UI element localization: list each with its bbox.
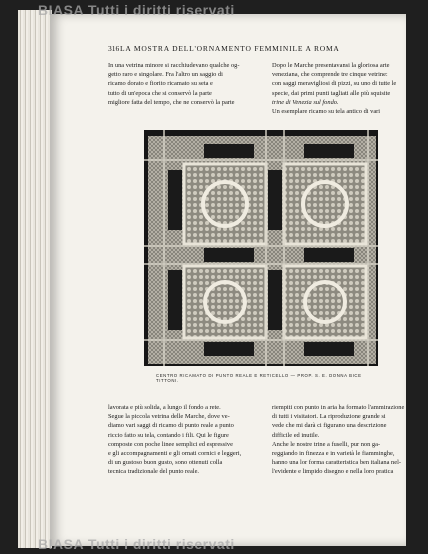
text-line: difficile ed inutile. [272, 431, 320, 439]
book-page-edges [18, 10, 52, 548]
text-column-bottom-right [272, 403, 418, 477]
text-line: l'evidente e limpido disegno e nella loro pratica [272, 468, 394, 476]
watermark-bottom: BIASA Tutti i diritti riservati [38, 536, 235, 552]
text-line: Anche le nostre trine a fuselli, pur non ga- [272, 440, 381, 448]
text-line: diamo vari saggi di ricamo di punto reale a punto [108, 422, 234, 430]
watermark-top: BIASA Tutti i diritti riservati [38, 2, 235, 18]
text-line: riempiti con punto in aria ha formato l'ammirazione [272, 404, 405, 411]
text-line: Segue la piccola vetrina delle Marche, dove ve- [108, 413, 230, 421]
text-line: In una vetrina minore si racchiudevano qualche og- [108, 62, 240, 69]
text-line: lavorata e più solida, a lungo il fondo a rete. [108, 404, 221, 411]
page-number: 316 [108, 44, 120, 53]
text-column-top-left [108, 61, 254, 107]
lace-pattern-image [144, 130, 378, 366]
text-line: con saggi meravigliosi di pizzi, su uno di tutte le [272, 80, 397, 88]
text-line: di un gustoso buon gusto, sono ottenuti colla [108, 459, 223, 467]
text-line: veneziana, che comprende tre cinque vetrine: [272, 71, 388, 79]
text-line: Dopo le Marche presentavansi la gloriosa arte [272, 62, 390, 69]
text-line: specie, dai primi punti tagliati alle più squisite [272, 89, 391, 97]
text-line: composte con poche linee semplici ed espressive [108, 440, 233, 448]
text-line: reggiando in finezza e in varietà le fiamminghe, [272, 450, 395, 458]
text-line: riccio fatto su tela, contando i fili. Qui le figure [108, 431, 229, 439]
text-line: ricamo dorato e fiorito ricamato su seta e [108, 80, 213, 88]
embroidery-photograph [144, 130, 378, 366]
text-column-bottom-left [108, 403, 254, 477]
text-line: Un esemplare ricamo su tela antico di vari [272, 108, 381, 116]
text-line: trine di Venezia sul fondo. [272, 98, 339, 106]
text-line: migliore fatta del tempo, che ne conservò la parte [108, 98, 235, 106]
text-line: e gli accompagnamenti e gli ornati cornici e leggeri, [108, 450, 242, 458]
text-line: hanno una lor forma caratteristica ben italiana nel- [272, 459, 401, 467]
text-line: tecnica tradizionale del punto reale. [108, 468, 200, 476]
text-line: getto raro e singolare. Fra l'altro un saggio di [108, 71, 223, 79]
text-line: vede che mi darà ci figurano una descrizione [272, 422, 387, 430]
text-column-top-right [272, 61, 418, 116]
text-line: di tutti i visitatori. La riproduzione grande si [272, 413, 386, 421]
text-line: tutto di un'epoca che si conservò la parte [108, 89, 212, 97]
running-head: LA MOSTRA DELL'ORNAMENTO FEMMINILE A ROMA [120, 44, 340, 53]
figure-caption: CENTRO RICAMATO DI PUNTO REALE E RETICELLO — PROP. S. E. DONNA BICE TITTONI. [156, 373, 362, 383]
